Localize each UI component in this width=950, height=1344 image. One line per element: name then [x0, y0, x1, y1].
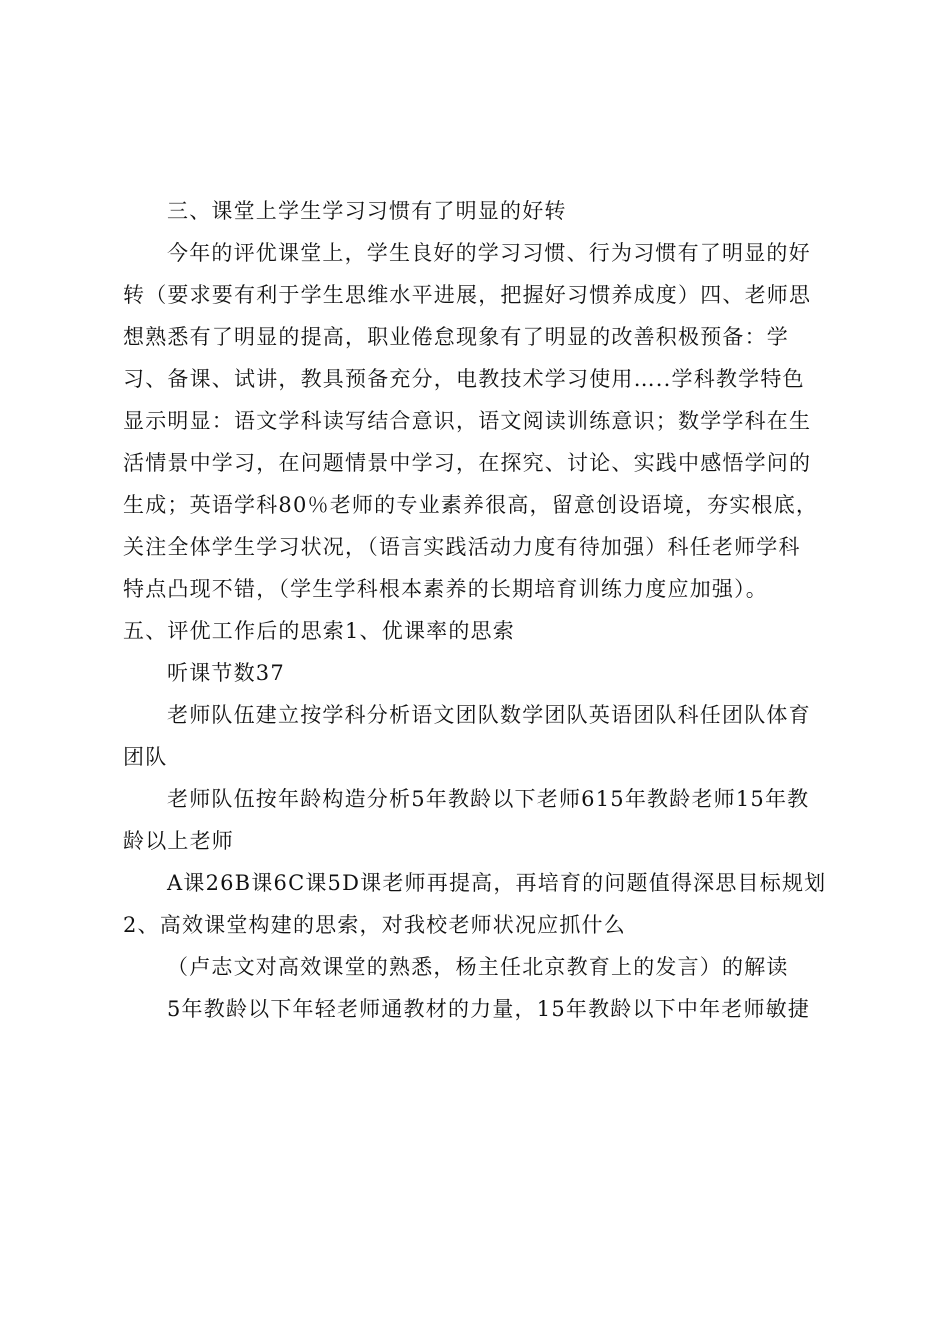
section-heading: 三、课堂上学生学习习惯有了明显的好转 [167, 199, 567, 223]
paragraph-line: 关注全体学生学习状况，（语言实践活动力度有待加强）科任老师学科 [123, 535, 801, 559]
paragraph-line: 想熟悉有了明显的提高，职业倦怠现象有了明显的改善积极预备：学 [123, 325, 789, 349]
paragraph-line: 龄以上老师 [123, 829, 234, 853]
paragraph-line: 显示明显：语文学科读写结合意识，语文阅读训练意识；数学学科在生 [123, 409, 812, 433]
text-body [123, 190, 829, 1030]
paragraph-line: 生成；英语学科80％老师的专业素养很高，留意创设语境，夯实根底， [123, 493, 819, 517]
paragraph-line: （卢志文对高效课堂的熟悉，杨主任北京教育上的发言）的解读 [167, 955, 789, 979]
paragraph-line: 活情景中学习，在问题情景中学习，在探究、讨论、实践中感悟学问的 [123, 451, 812, 475]
paragraph-line: 今年的评优课堂上，学生良好的学习习惯、行为习惯有了明显的好 [167, 241, 811, 265]
section-heading: 五、评优工作后的思索1、优课率的思索 [123, 619, 515, 643]
paragraph-line: 习、备课、试讲，教具预备充分，电教技术学习使用…..学科教学特色 [123, 367, 805, 391]
paragraph-line: 老师队伍按年龄构造分析5年教龄以下老师615年教龄老师15年教 [167, 787, 810, 811]
paragraph-line: 听课节数37 [167, 661, 285, 685]
paragraph-line: 转（要求要有利于学生思维水平进展，把握好习惯养成度）四、老师思 [123, 283, 812, 307]
paragraph-line: 团队 [123, 745, 168, 769]
paragraph-line: A课26B课6C课5D课老师再提高，再培育的问题值得深思目标规划 [167, 871, 827, 895]
paragraph-line: 2、高效课堂构建的思索，对我校老师状况应抓什么 [123, 913, 626, 937]
paragraph-line: 5年教龄以下年轻老师通教材的力量，15年教龄以下中年老师敏捷 [167, 997, 811, 1021]
paragraph-line: 老师队伍建立按学科分析语文团队数学团队英语团队科任团队体育 [167, 703, 811, 727]
paragraph-line: 特点凸现不错，（学生学科根本素养的长期培育训练力度应加强）。 [123, 577, 768, 601]
